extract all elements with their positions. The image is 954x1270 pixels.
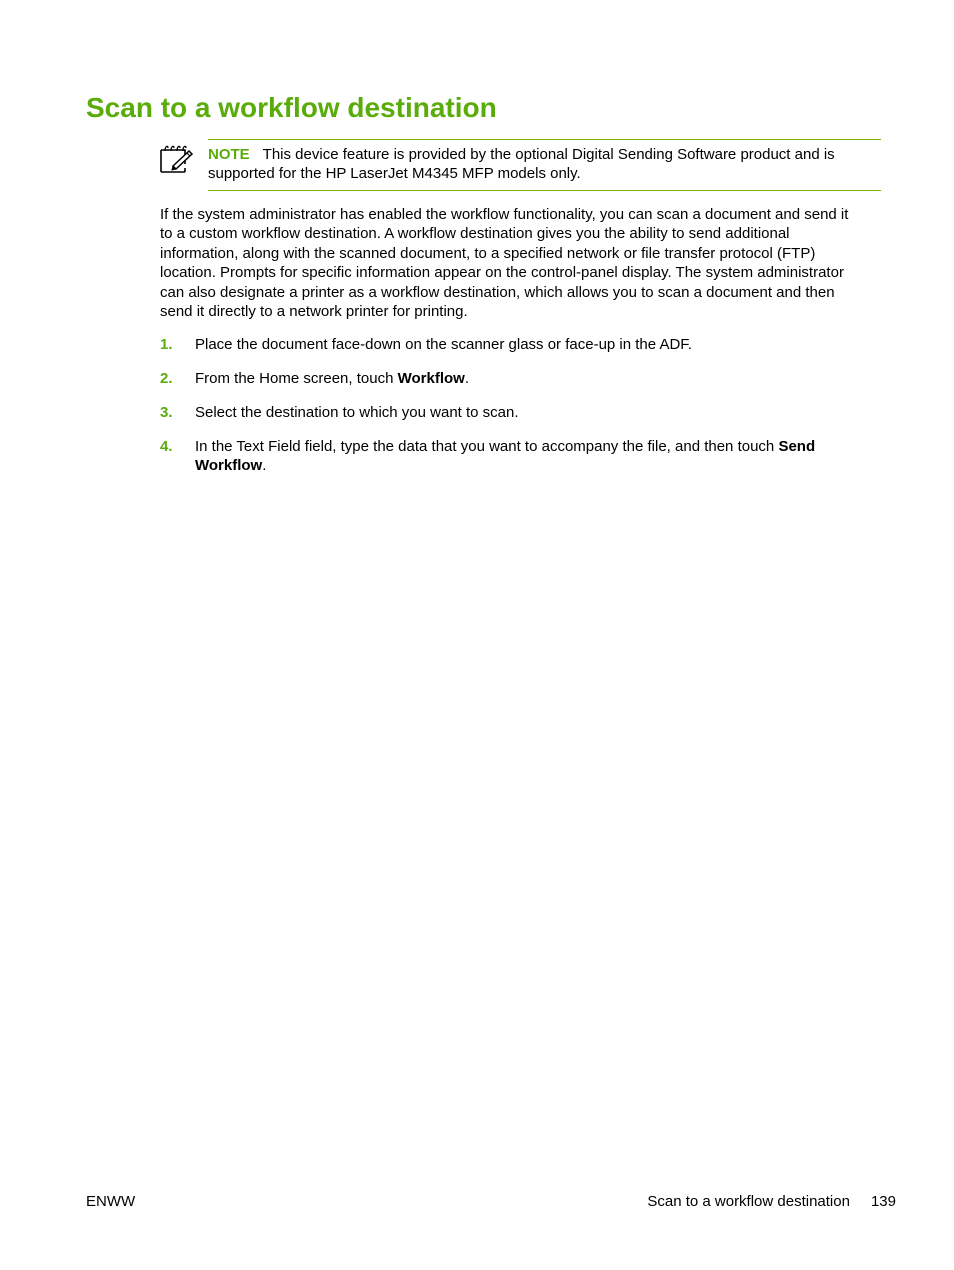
note-box (208, 139, 881, 191)
page-title: Scan to a workflow destination (86, 92, 497, 123)
step-bold-text: Workflow (397, 369, 465, 387)
steps-list (160, 335, 880, 490)
step-number: 3. (160, 403, 173, 421)
step-item (160, 369, 880, 388)
step-text: From the Home screen, touch (195, 369, 398, 387)
step-text: Select the destination to which you want to scan. (195, 403, 519, 421)
step-item (160, 403, 880, 422)
note-body: This device feature is provided by the optional Digital Sending Software product and is supported for the HP LaserJet M4345 MFP models only. (208, 146, 835, 182)
step-item (160, 437, 880, 476)
footer-left-label: ENWW (86, 1193, 136, 1210)
note-text (208, 145, 873, 183)
step-text: Place the document face-down on the scanner glass or face-up in the ADF. (195, 336, 692, 353)
step-number: 2. (160, 369, 173, 387)
footer-right (647, 1192, 896, 1211)
step-bold-text: Send Workflow (195, 437, 816, 475)
step-text-end: . (262, 457, 267, 475)
step-text-end: . (464, 369, 469, 387)
footer-section-title: Scan to a workflow destination (647, 1193, 850, 1210)
step-number: 1. (160, 336, 173, 353)
intro-paragraph: If the system administrator has enabled the workflow functionality, you can scan a document and send it to a custom workflow destination. A workflow destination gives you the ability to send additional information, along with the scanned document, to a specified network or file transfer protocol (FTP) location. Prompts for specific information appear on the control-panel display. The system administrator can also designate a printer as a workflow destination, which allows you to scan a document and then send it directly to a network printer for printing. (160, 206, 849, 321)
step-item (160, 335, 880, 354)
step-text: In the Text Field field, type the data that you want to accompany the file, and then touch (195, 437, 779, 455)
note-pencil-icon (159, 142, 193, 176)
step-number: 4. (160, 437, 173, 455)
note-label: NOTE (208, 146, 250, 163)
footer-page-number: 139 (870, 1193, 896, 1210)
